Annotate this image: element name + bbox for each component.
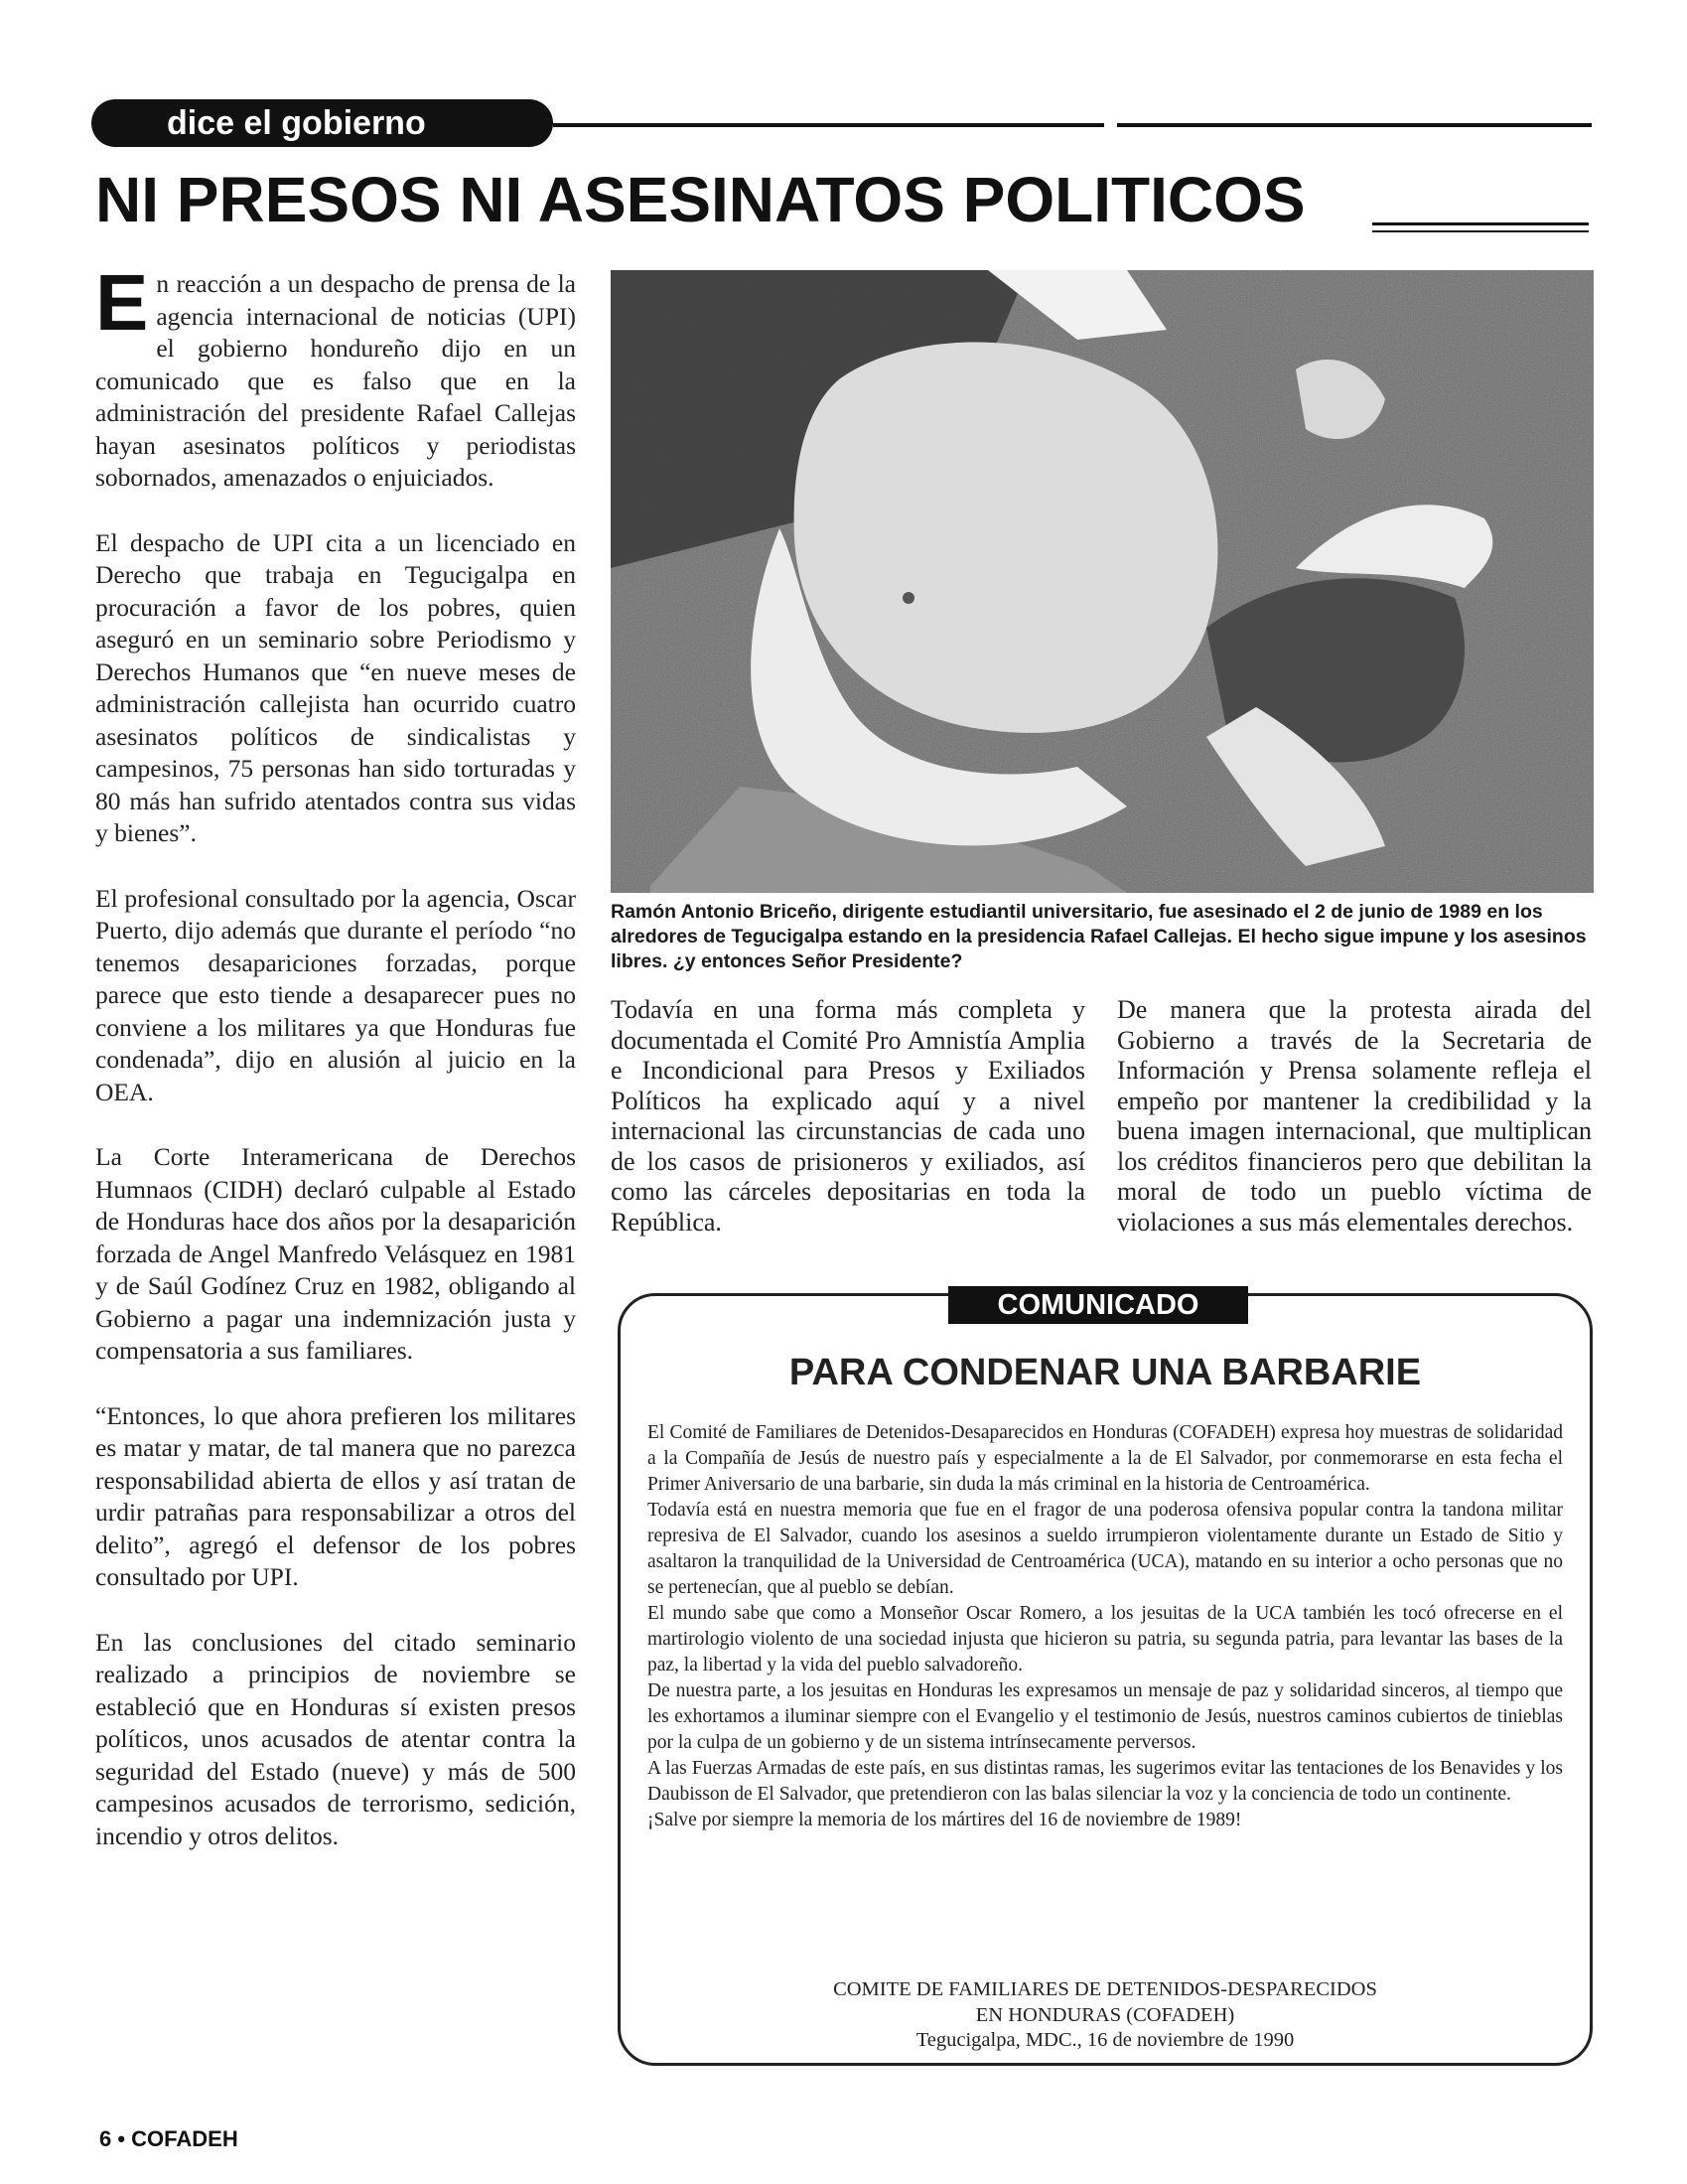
comunicado-paragraph: El Comité de Familiares de Detenidos-Desaparecidos en Honduras (COFADEH) expresa hoy muestras de solidaridad a la Compañía de Jesús de nuestro país y especialmente a la de El Salvador, por conmemorarse en esta fecha el Primer Aniversario de una barbarie, sin duda la más criminal en la historia de Centroamérica.	[647, 1422, 1563, 1495]
article-paragraph: En reacción a un despacho de prensa de la agencia internacional de noticias (UPI) el gobierno hondureño dijo en un comunicado que es falso que en la administración del presidente Rafael Callejas hayan asesinatos políticos y periodistas sobornados, amenazados o enjuiciados.	[95, 258, 576, 492]
signature-line: EN HONDURAS (COFADEH)	[975, 2004, 1235, 2026]
dropcap: E	[95, 258, 149, 347]
kicker-rule-right	[1117, 123, 1592, 127]
comunicado-paragraph: De nuestra parte, a los jesuitas en Honduras les expresamos un mensaje de paz y solidaridad sinceros, al tiempo que les exhortamos a iluminar siempre con el Evangelio y el testimonio de Jesús, nuestros caminos cubiertos de tinieblas por la culpa de un gobierno y de un sistema intrínsecamente perversos.	[647, 1680, 1563, 1753]
article-right-column	[1117, 995, 1592, 1238]
page-title: NI PRESOS NI ASESINATOS POLITICOS	[95, 164, 1306, 235]
news-photo	[611, 270, 1594, 893]
comunicado-signature	[618, 1976, 1593, 2028]
article-paragraph: “Entonces, lo que ahora prefieren los militares es matar y matar, de tal manera que no parezca responsabilidad abierta de ellos y así tratan de urdir patrañas para responsabilizar a otros del delito”, agregó el defensor de los pobres consultado por UPI.	[95, 1400, 576, 1591]
article-middle-column	[611, 995, 1085, 1238]
comunicado-paragraph: El mundo sabe que como a Monseñor Oscar Romero, a los jesuitas de la UCA también les tocó ofrecerse en el martirologio violento de una sociedad injusta que hicieron su patria, su segunda patria, para levantar las bases de la paz, la libertad y la vida del pueblo salvadoreño.	[647, 1603, 1563, 1675]
page-footer: 6 • COFADEH	[99, 2126, 238, 2151]
comunicado-paragraph: Todavía está en nuestra memoria que fue en el fragor de una poderosa ofensiva popular contra la tandona militar represiva de El Salvador, cuando los asesinos a sueldo irrumpieron violentamente durante un Estado de Sitio y asaltaron la tranquilidad de la Universidad de Centroamérica (UCA), matando en su interior a ocho personas que no se pertenecían, que al pueblo se debían.	[647, 1500, 1563, 1598]
article-left-column	[95, 258, 576, 1885]
article-paragraph: El profesional consultado por la agencia, Oscar Puerto, dijo además que durante el período “no tenemos desapariciones forzadas, porque parece que esto tiende a desaparecer pues no conviene a los militares ya que Honduras fue condenada”, dijo en alusión al juicio en la OEA.	[95, 883, 576, 1106]
article-paragraph: Todavía en una forma más completa y documentada el Comité Pro Amnistía Amplia e Incondicional para Presos y Exiliados Políticos ha explicado aquí y a nivel internacional las circunstancias de cada uno de los casos de prisioneros y exiliados, así como las cárceles depositarias en toda la República.	[611, 995, 1085, 1237]
article-paragraph: El despacho de UPI cita a un licenciado en Derecho que trabaja en Tegucigalpa en procuración a favor de los pobres, quien aseguró en un seminario sobre Periodismo y Derechos Humanos que “en nueve meses de administración callejista han ocurrido cuatro asesinatos políticos de sindicalistas y campesinos, 75 personas han sido torturadas y 80 más han sufrido atentados contra sus vidas y bienes”.	[95, 527, 576, 847]
comunicado-paragraph: A las Fuerzas Armadas de este país, en sus distintas ramas, les sugerimos evitar las tentaciones de los Benavides y los Daubisson de El Salvador, que pretendieron con las balas silenciar la voz y la conciencia de todo un continente.	[647, 1758, 1563, 1805]
article-paragraph: En las conclusiones del citado seminario realizado a principios de noviembre se estableció que en Honduras sí existen presos políticos, unos acusados de atentar contra la seguridad del Estado (nueve) y más de 500 campesinos acusados de terrorismo, sedición, incendio y otros delitos.	[95, 1627, 576, 1850]
article-paragraph: De manera que la protesta airada del Gobierno a través de la Secretaria de Información y Prensa solamente refleja el empeño por mantener la credibilidad y la buena imagen internacional, que multiplican los créditos financieros pero que debilitan la moral de todo un pueblo víctima de violaciones a sus más elementales derechos.	[1117, 995, 1592, 1237]
kicker-label: dice el gobierno	[167, 104, 426, 142]
headline-rule	[1372, 222, 1589, 225]
comunicado-badge: COMUNICADO	[948, 1286, 1248, 1324]
kicker-rule	[553, 123, 1104, 127]
comunicado-title: PARA CONDENAR UNA BARBARIE	[788, 1352, 1422, 1393]
article-paragraph: La Corte Interamericana de Derechos Humnaos (CIDH) declaró culpable al Estado de Honduras hace dos años por la desaparición forzada de Angel Manfredo Velásquez en 1981 y de Saúl Godínez Cruz en 1982, obligando al Gobierno a pagar una indemnización justa y compensatoria a sus familiares.	[95, 1142, 576, 1365]
comunicado-body	[647, 1420, 1563, 1833]
comunicado-date: Tegucigalpa, MDC., 16 de noviembre de 1990	[915, 2029, 1295, 2051]
signature-line: COMITE DE FAMILIARES DE DETENIDOS-DESPARECIDOS	[833, 1978, 1377, 2000]
photo-caption: Ramón Antonio Briceño, dirigente estudiantil universitario, fue asesinado el 2 de junio de 1989 en los alredores de Tegucigalpa estando en la presidencia Rafael Callejas. El hecho sigue impune y los asesinos libres. ¿y entonces Señor Presidente?	[611, 901, 1587, 972]
headline-rule-thin	[1372, 230, 1589, 232]
photo-illustration	[611, 270, 1594, 893]
comunicado-paragraph: ¡Salve por siempre la memoria de los mártires del 16 de noviembre de 1989!	[647, 1810, 1242, 1830]
